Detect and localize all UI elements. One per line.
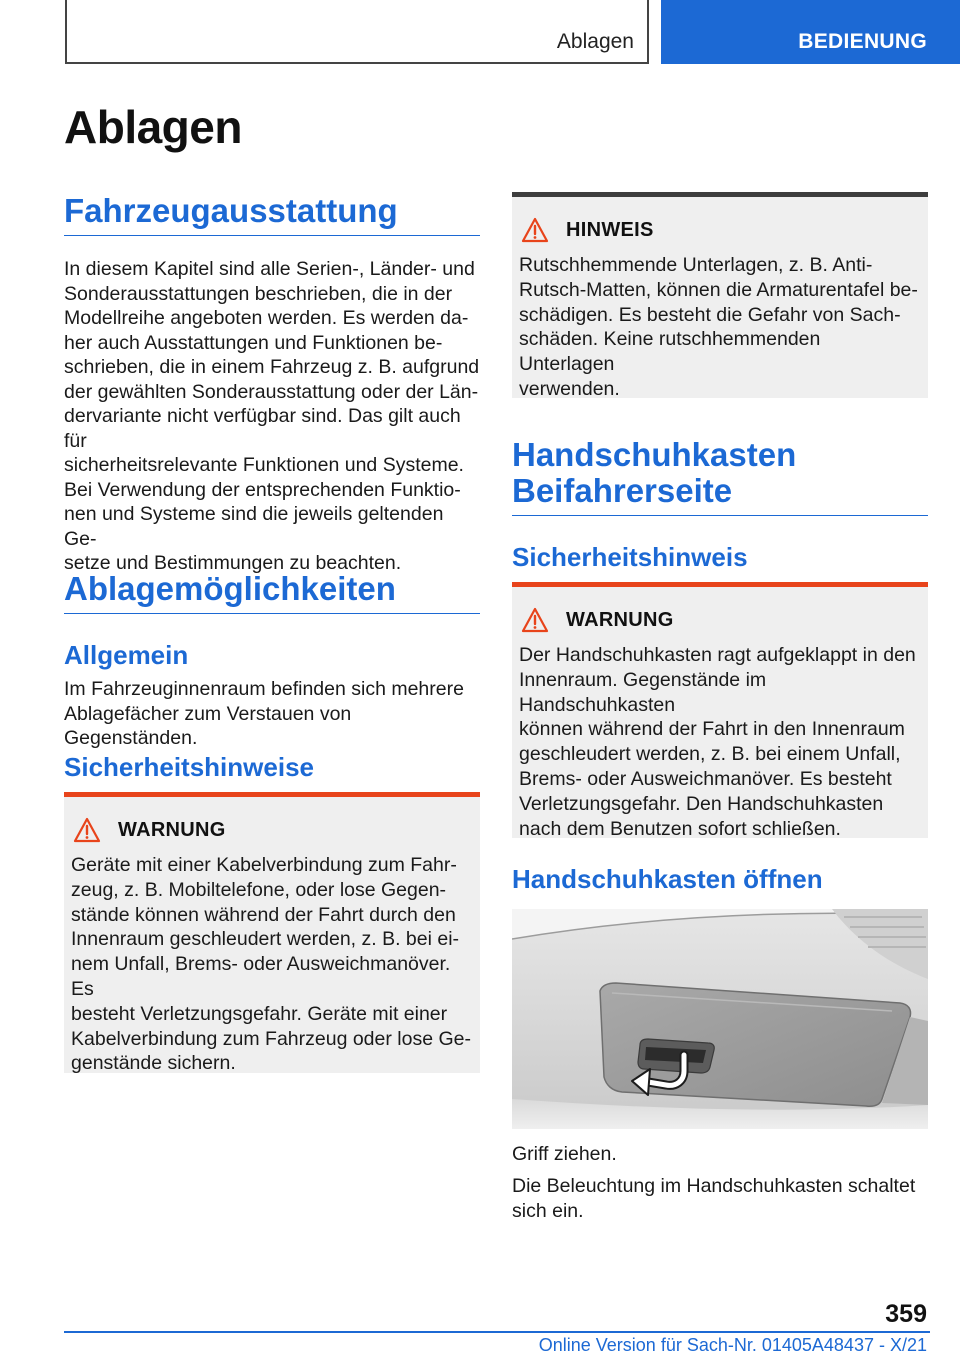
page-number: 359 (885, 1300, 927, 1328)
heading-handschuhkasten-beifahrerseite: Handschuhkasten Beifahrerseite (512, 437, 928, 516)
note-box-rutschhemmend (512, 192, 928, 398)
warning-triangle-icon (73, 817, 101, 843)
header-chapter-tab (661, 0, 960, 64)
note-label: HINWEIS (566, 218, 654, 241)
note-text: Rutschhemmende Unterlagen, z. B. Anti- Rutsch-Matten, können die Armaturentafel be- schädigen. Es besteht die Gefahr von Sach- schäden. Keine rutschhemmenden Unterlagen verwenden. (519, 254, 918, 400)
header-chapter-title: BEDIENUNG (798, 30, 927, 53)
heading-sicherheitshinweise: Sicherheitshinweise (64, 752, 314, 782)
warning-triangle-icon (521, 607, 549, 633)
footer-online-version: Online Version für Sach-Nr. 01405A48437 - X/21 (538, 1335, 927, 1355)
step-beleuchtung: Die Beleuchtung im Handschuhkasten schaltet sich ein. (512, 1175, 916, 1222)
paragraph-allgemein: Im Fahrzeuginnenraum befinden sich mehrere Ablagefächer zum Verstauen von Gegenständen. (64, 678, 464, 749)
warning-header (73, 817, 226, 843)
paragraph-fahrzeugausstattung: In diesem Kapitel sind alle Serien-, Länder- und Sonderausstattungen beschrieben, die in der Modellreihe angeboten werden. Es werden da- her auch Ausstattungen und Funktionen be- schrieben, die in einem Fahrzeug z. B. aufgrund der gewählten Sonderausstattung oder der Län- dervariante nicht verfügbar sind. Das gilt auch für sicherheitsrelevante Funktionen und Systeme. Bei Verwendung der entsprechenden Funktio- nen und Systeme sind die jeweils geltenden Ge- setze und Bestimmungen zu beachten. (64, 258, 480, 574)
footer-divider (64, 1331, 930, 1333)
warning-box-kabel (64, 792, 480, 1073)
page-title: Ablagen (64, 101, 242, 153)
warning-text: Der Handschuhkasten ragt aufgeklappt in den Innenraum. Gegenstände im Handschuhkasten können während der Fahrt in den Innenraum geschleudert werden, z. B. bei einem Unfall, Brems- oder Ausweichmanöver. Es besteht Verletzungsgefahr. Den Handschuhkasten nach dem Benutzen sofort schließen. (519, 644, 916, 840)
heading-fahrzeugausstattung: Fahrzeugausstattung (64, 193, 480, 236)
heading-handschuhkasten-oeffnen: Handschuhkasten öffnen (512, 864, 823, 894)
step-griff-ziehen: Griff ziehen. (512, 1143, 617, 1165)
warning-header (521, 607, 674, 633)
heading-sicherheitshinweis: Sicherheitshinweis (512, 542, 748, 572)
heading-allgemein: Allgemein (64, 640, 189, 670)
glovebox-image (512, 909, 928, 1129)
header-section-tab (65, 0, 649, 64)
warning-label: WARNUNG (566, 608, 674, 631)
warning-box-handschuhkasten (512, 582, 928, 838)
header-section-title: Ablagen (556, 30, 634, 53)
note-header (521, 217, 654, 243)
heading-ablagemoeglichkeiten: Ablagemöglichkeiten (64, 571, 480, 614)
glovebox-illustration (512, 909, 928, 1129)
warning-label: WARNUNG (118, 818, 226, 841)
note-triangle-icon (521, 217, 549, 243)
warning-text: Geräte mit einer Kabelverbindung zum Fahr- zeug, z. B. Mobiltelefone, oder lose Gegen- stände können während der Fahrt durch den Innenraum geschleudert werden, z. B. bei ei- nem Unfall, Brems- oder Ausweichmanöver. Es besteht Verletzungsgefahr. Geräte mit einer Kabelverbindung zum Fahrzeug oder lose Ge- genstände sichern. (71, 854, 471, 1075)
